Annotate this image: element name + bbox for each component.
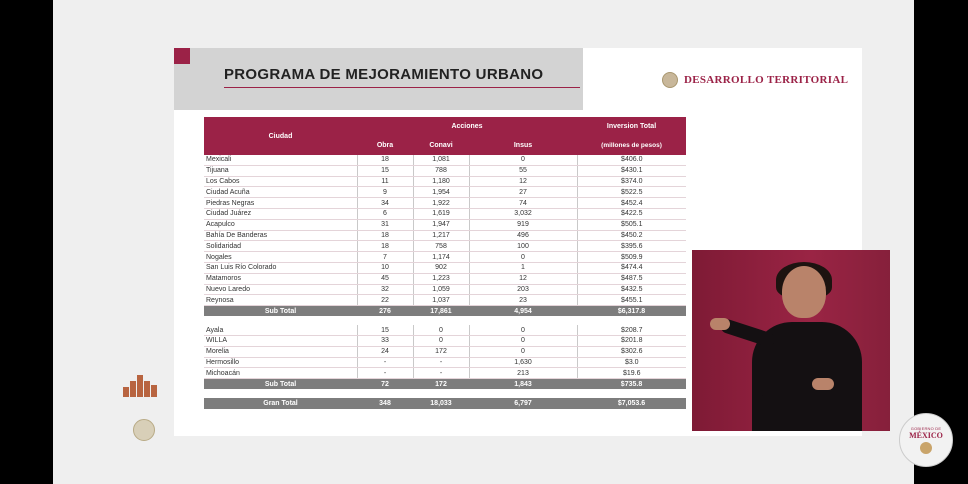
- header-inversion: Inversion Total: [577, 117, 686, 136]
- header-obra: Obra: [357, 136, 413, 155]
- badge-small-text: GOBIERNO DE: [910, 426, 942, 431]
- cell-insus: 1,630: [469, 357, 577, 368]
- cell-obra: 9: [357, 187, 413, 198]
- table-row: [204, 241, 686, 252]
- table-row: [204, 165, 686, 176]
- cell-obra: 7: [357, 252, 413, 263]
- cell-inversion: $474.4: [577, 262, 686, 273]
- cell-insus: 3,032: [469, 208, 577, 219]
- cell-obra: 31: [357, 219, 413, 230]
- cell-obra: 15: [357, 165, 413, 176]
- cell-obra: 33: [357, 335, 413, 346]
- cell-obra: 18: [357, 241, 413, 252]
- cell-insus: 55: [469, 165, 577, 176]
- cell-conavi: 1,174: [413, 252, 469, 263]
- cell-insus: 4,954: [469, 306, 577, 317]
- header-insus: Insus: [469, 136, 577, 155]
- cell-label: Gran Total: [204, 398, 357, 409]
- cell-ciudad: Morelia: [204, 346, 357, 357]
- cell-ciudad: Mexicali: [204, 155, 357, 165]
- table-row: [204, 155, 686, 165]
- header-conavi: Conavi: [413, 136, 469, 155]
- header-acciones: Acciones: [357, 117, 577, 136]
- cell-ciudad: Ciudad Acuña: [204, 187, 357, 198]
- interpreter-head: [782, 266, 826, 318]
- cell-inversion: $422.5: [577, 208, 686, 219]
- cell-inversion: $452.4: [577, 198, 686, 209]
- cell-inversion: $505.1: [577, 219, 686, 230]
- cell-conavi: 1,223: [413, 273, 469, 284]
- cell-obra: 11: [357, 176, 413, 187]
- title-band-left: [174, 64, 190, 110]
- cell-label: Sub Total: [204, 379, 357, 390]
- cell-ciudad: Acapulco: [204, 219, 357, 230]
- cell-insus: 1,843: [469, 379, 577, 390]
- table-row: [204, 273, 686, 284]
- cell-conavi: 17,861: [413, 306, 469, 317]
- cell-insus: 100: [469, 241, 577, 252]
- cell-inversion: $302.6: [577, 346, 686, 357]
- cell-inversion: $487.5: [577, 273, 686, 284]
- cell-obra: -: [357, 368, 413, 379]
- cell-conavi: 0: [413, 325, 469, 335]
- table-row: [204, 187, 686, 198]
- cell-conavi: 1,180: [413, 176, 469, 187]
- cell-insus: 203: [469, 284, 577, 295]
- cell-conavi: 902: [413, 262, 469, 273]
- cell-conavi: 1,217: [413, 230, 469, 241]
- cell-ciudad: Ayala: [204, 325, 357, 335]
- cell-obra: 6: [357, 208, 413, 219]
- cell-inversion: $455.1: [577, 295, 686, 306]
- cell-insus: 0: [469, 155, 577, 165]
- accent-square: [174, 48, 190, 64]
- seal-icon: [662, 72, 678, 88]
- cell-label: Sub Total: [204, 306, 357, 317]
- cell-conavi: 172: [413, 346, 469, 357]
- header-inversion-unit: (millones de pesos): [577, 136, 686, 155]
- table-row: [204, 335, 686, 346]
- cell-insus: 6,797: [469, 398, 577, 409]
- gobierno-de-mexico-badge: [899, 413, 953, 467]
- cell-conavi: 172: [413, 379, 469, 390]
- cell-ciudad: Tijuana: [204, 165, 357, 176]
- cell-obra: 15: [357, 325, 413, 335]
- cell-conavi: 758: [413, 241, 469, 252]
- cell-conavi: 1,947: [413, 219, 469, 230]
- table-row: [204, 219, 686, 230]
- cell-obra: 72: [357, 379, 413, 390]
- cell-ciudad: Matamoros: [204, 273, 357, 284]
- cell-obra: 22: [357, 295, 413, 306]
- title-underline: [224, 87, 580, 88]
- cell-obra: 45: [357, 273, 413, 284]
- table-row: [204, 284, 686, 295]
- cell-inversion: $374.0: [577, 176, 686, 187]
- cell-conavi: 1,922: [413, 198, 469, 209]
- cell-insus: 12: [469, 176, 577, 187]
- table-row: [204, 368, 686, 379]
- cell-conavi: 18,033: [413, 398, 469, 409]
- cell-insus: 0: [469, 252, 577, 263]
- cell-insus: 0: [469, 325, 577, 335]
- cell-inversion: $7,053.6: [577, 398, 686, 409]
- cell-inversion: $430.1: [577, 165, 686, 176]
- cell-inversion: $735.8: [577, 379, 686, 390]
- cell-ciudad: Los Cabos: [204, 176, 357, 187]
- cell-insus: 12: [469, 273, 577, 284]
- cell-obra: 10: [357, 262, 413, 273]
- subtotal-row: [204, 379, 686, 390]
- cell-inversion: $19.6: [577, 368, 686, 379]
- cell-conavi: 1,619: [413, 208, 469, 219]
- cell-ciudad: Ciudad Juárez: [204, 208, 357, 219]
- table-row: [204, 357, 686, 368]
- cell-conavi: 1,081: [413, 155, 469, 165]
- table-row: [204, 198, 686, 209]
- cell-conavi: 1,954: [413, 187, 469, 198]
- cell-obra: 348: [357, 398, 413, 409]
- cell-obra: 32: [357, 284, 413, 295]
- badge-big-text: MÉXICO: [909, 431, 943, 440]
- program-table: [204, 117, 686, 409]
- cell-inversion: $509.9: [577, 252, 686, 263]
- cell-insus: 496: [469, 230, 577, 241]
- cell-ciudad: Solidaridad: [204, 241, 357, 252]
- cell-insus: 74: [469, 198, 577, 209]
- desarrollo-territorial-logo: [662, 72, 848, 88]
- table-row: [204, 295, 686, 306]
- subtotal-row: [204, 306, 686, 317]
- table-row: [204, 252, 686, 263]
- cell-obra: 18: [357, 155, 413, 165]
- cell-insus: 1: [469, 262, 577, 273]
- cell-inversion: $406.0: [577, 155, 686, 165]
- cell-obra: 18: [357, 230, 413, 241]
- cell-inversion: $522.5: [577, 187, 686, 198]
- cell-obra: 24: [357, 346, 413, 357]
- table-row: [204, 262, 686, 273]
- sign-language-interpreter-video: [692, 250, 890, 431]
- table-row: [204, 208, 686, 219]
- cell-conavi: -: [413, 357, 469, 368]
- cell-inversion: $208.7: [577, 325, 686, 335]
- grand-total-row: [204, 398, 686, 409]
- slide-title: PROGRAMA DE MEJORAMIENTO URBANO: [224, 66, 544, 83]
- cell-inversion: $6,317.8: [577, 306, 686, 317]
- cell-insus: 213: [469, 368, 577, 379]
- cell-ciudad: Piedras Negras: [204, 198, 357, 209]
- logo-text: DESARROLLO TERRITORIAL: [684, 74, 849, 86]
- building-emblem-icon: [123, 375, 165, 397]
- cell-ciudad: Reynosa: [204, 295, 357, 306]
- table-row: [204, 325, 686, 335]
- cell-insus: 0: [469, 346, 577, 357]
- cell-conavi: -: [413, 368, 469, 379]
- eagle-emblem-icon: [920, 442, 932, 454]
- table-row: [204, 230, 686, 241]
- cell-insus: 919: [469, 219, 577, 230]
- cell-ciudad: Hermosillo: [204, 357, 357, 368]
- cell-obra: 34: [357, 198, 413, 209]
- cell-inversion: $395.6: [577, 241, 686, 252]
- seal-icon: [133, 419, 155, 441]
- table-row: [204, 346, 686, 357]
- cell-inversion: $3.0: [577, 357, 686, 368]
- cell-ciudad: Nuevo Laredo: [204, 284, 357, 295]
- cell-obra: 276: [357, 306, 413, 317]
- cell-ciudad: Bahía De Banderas: [204, 230, 357, 241]
- cell-inversion: $201.8: [577, 335, 686, 346]
- cell-ciudad: Michoacán: [204, 368, 357, 379]
- cell-obra: -: [357, 357, 413, 368]
- table-row: [204, 176, 686, 187]
- cell-conavi: 1,037: [413, 295, 469, 306]
- header-ciudad: Ciudad: [204, 117, 357, 155]
- cell-insus: 27: [469, 187, 577, 198]
- cell-insus: 0: [469, 335, 577, 346]
- cell-inversion: $450.2: [577, 230, 686, 241]
- cell-ciudad: Nogales: [204, 252, 357, 263]
- cell-ciudad: WILLA: [204, 335, 357, 346]
- cell-insus: 23: [469, 295, 577, 306]
- cell-inversion: $432.5: [577, 284, 686, 295]
- cell-conavi: 788: [413, 165, 469, 176]
- cell-conavi: 1,059: [413, 284, 469, 295]
- cell-conavi: 0: [413, 335, 469, 346]
- cell-ciudad: San Luis Río Colorado: [204, 262, 357, 273]
